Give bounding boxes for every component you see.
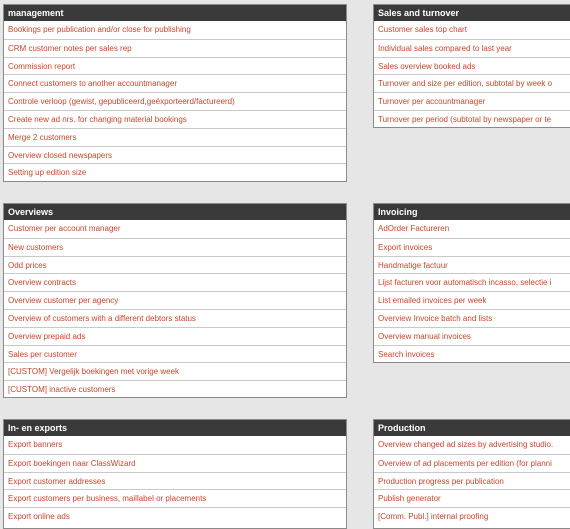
report-link[interactable]: Bookings per publication and/or close for publishing [8,25,191,34]
report-link[interactable]: [CUSTOM] inactive customers [4,380,346,398]
report-link[interactable]: Production progress per publication [374,472,570,490]
report-link[interactable]: Overview Invoice batch and lists [374,309,570,327]
panel-title: management [4,5,346,21]
panel-sales-and-turnover [373,4,570,128]
panel-invoicing [373,203,570,363]
report-link[interactable]: Export customer addresses [4,472,346,490]
report-link[interactable]: Export boekingen naar ClassWizard [4,454,346,472]
report-link[interactable]: [CUSTOM] Vergelijk boekingen met vorige week [4,362,346,380]
panel-title: Production [374,420,570,436]
panel-in-en-exports [3,419,347,529]
report-link[interactable]: Overview customer per agency [4,291,346,309]
report-link[interactable]: Create new ad nrs. for changing material bookings [4,110,346,128]
report-link[interactable]: Overview of ad placements per edition (for planni [374,454,570,472]
panel-title: Invoicing [374,204,570,220]
report-link[interactable]: Export customers per business, maillabel or placements [4,489,346,507]
report-link[interactable]: List emailed invoices per week [374,291,570,309]
report-link[interactable]: Overview changed ad sizes by advertising studio. [378,440,554,449]
report-list [4,436,346,525]
report-link[interactable]: Export invoices [374,238,570,256]
report-link[interactable]: Setting up edition size [4,163,346,181]
report-list [374,21,570,128]
report-link[interactable]: [Comm. Publ.] internal proofing [374,507,570,525]
report-link[interactable]: Lijst facturen voor automatisch incasso, selectie i [374,273,570,291]
report-link[interactable]: Customer sales top chart [378,25,467,34]
report-link[interactable]: Controle verloop (gewist, gepubliceerd,geëxporteerd/factureerd) [4,92,346,110]
report-list [4,220,346,398]
report-link[interactable]: New customers [4,238,346,256]
report-link[interactable]: Overview closed newspapers [4,146,346,164]
panel-management [3,4,347,182]
report-link[interactable]: Handmatige factuur [374,256,570,274]
report-link[interactable]: Turnover and size per edition, subtotal by week o [374,74,570,92]
report-link[interactable]: Overview manual invoices [374,327,570,345]
report-link[interactable]: Turnover per period (subtotal by newspaper or te [374,110,570,128]
report-list [374,220,570,362]
report-link[interactable]: Search invoices [374,345,570,363]
report-link[interactable]: Merge 2 customers [4,128,346,146]
report-link[interactable]: Export banners [8,440,63,449]
report-link[interactable]: Odd prices [4,256,346,274]
panel-title: Sales and turnover [374,5,570,21]
report-link[interactable]: Turnover per accountmanager [374,92,570,110]
report-link[interactable]: Sales overview booked ads [374,57,570,75]
panel-title: Overviews [4,204,346,220]
report-link[interactable]: Connect customers to another accountmanager [4,74,346,92]
report-link[interactable]: Overview prepaid ads [4,327,346,345]
report-list [4,21,346,181]
report-link[interactable]: AdOrder Factureren [378,224,450,233]
panel-overviews [3,203,347,398]
report-link[interactable]: Sales per customer [4,345,346,363]
report-list [374,436,570,525]
report-link[interactable]: CRM customer notes per sales rep [4,39,346,57]
report-link[interactable]: Overview contracts [4,273,346,291]
report-link[interactable]: Publish generator [374,489,570,507]
panel-title: In- en exports [4,420,346,436]
report-link[interactable]: Overview of customers with a different debtors status [4,309,346,327]
report-link[interactable]: Commission report [4,57,346,75]
panel-production [373,419,570,529]
report-link[interactable]: Export online ads [4,507,346,525]
report-link[interactable]: Customer per account manager [8,224,121,233]
report-link[interactable]: Individual sales compared to last year [374,39,570,57]
